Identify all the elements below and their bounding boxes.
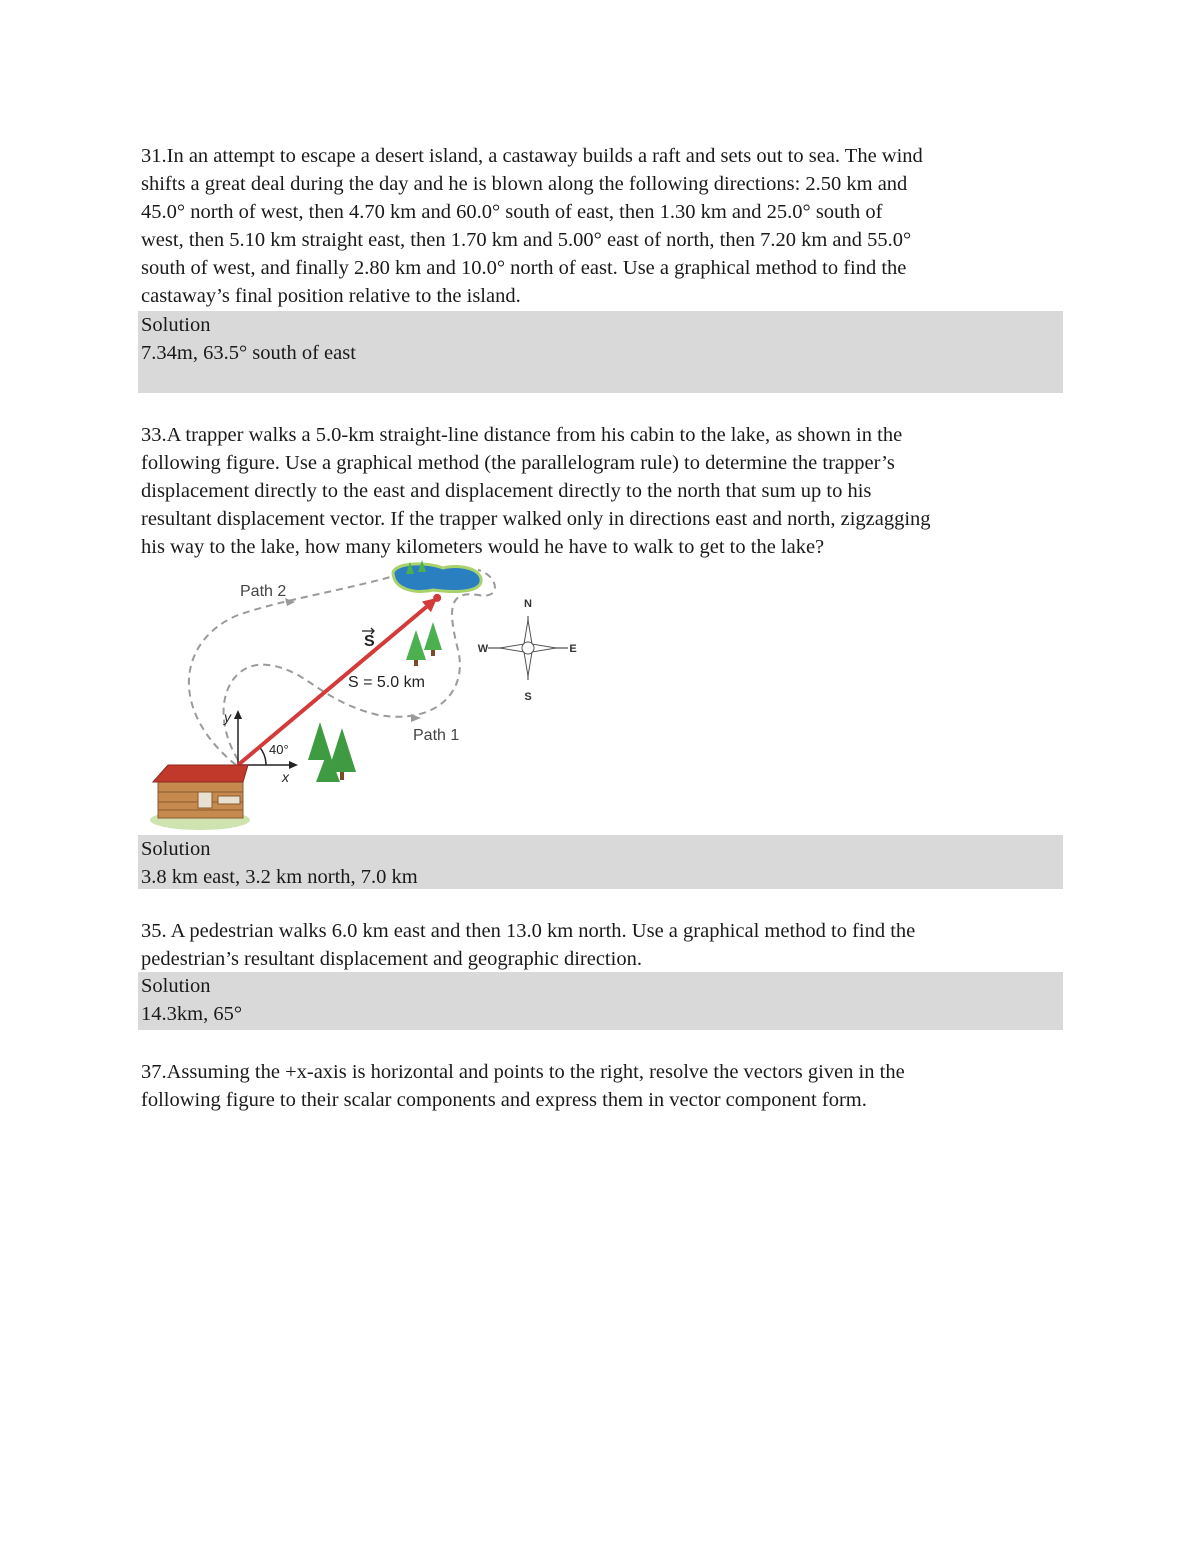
question-33-line: displacement directly to the east and displacement directly to the north that sum up to his [141, 480, 872, 502]
question-37-line: following figure to their scalar components and express them in vector component form. [141, 1089, 867, 1111]
lake-endpoint-dot [433, 594, 441, 602]
solution-label: Solution [141, 838, 211, 860]
solution-answer: 14.3km, 65° [141, 1003, 243, 1025]
vector-symbol-label: S [364, 633, 375, 650]
question-31-line: south of west, and finally 2.80 km and 10.0° north of east. Use a graphical method to find the [141, 257, 907, 279]
question-35 [141, 917, 1063, 973]
solution-answer: 3.8 km east, 3.2 km north, 7.0 km [141, 866, 418, 888]
angle-label: 40° [269, 742, 289, 757]
question-35-line: pedestrian’s resultant displacement and geographic direction. [141, 948, 642, 970]
question-31-line: west, then 5.10 km straight east, then 1.70 km and 5.00° east of north, then 7.20 km and 55.0° [141, 229, 912, 251]
compass-west-label: W [477, 643, 489, 655]
trapper-figure [148, 560, 588, 834]
question-33 [141, 421, 1063, 561]
angle-arc [259, 747, 266, 765]
question-33-line: 33.A trapper walks a 5.0-km straight-line distance from his cabin to the lake, as shown in the [141, 424, 903, 446]
question-33-line: following figure. Use a graphical method (the parallelogram rule) to determine the trapper’s [141, 452, 895, 474]
compass-north-label: N [524, 598, 532, 610]
solution-answer: 7.34m, 63.5° south of east [141, 342, 356, 364]
vector-magnitude-label: S = 5.0 km [348, 674, 425, 691]
lake-icon [393, 564, 481, 592]
question-33-line: resultant displacement vector. If the trapper walked only in directions east and north, zigzagging [141, 508, 931, 530]
solution-label: Solution [141, 314, 211, 336]
tree-cluster-icon [406, 622, 442, 666]
compass-rose-icon [488, 616, 568, 680]
cabin-icon [150, 765, 250, 830]
compass-south-label: S [524, 691, 532, 703]
compass-east-label: E [569, 643, 577, 655]
solution-35 [138, 972, 1063, 1030]
question-31-line: 45.0° north of west, then 4.70 km and 60.0° south of east, then 1.30 km and 25.0° south of [141, 201, 883, 223]
path-1-arrowhead [411, 714, 421, 722]
question-35-line: 35. A pedestrian walks 6.0 km east and then 13.0 km north. Use a graphical method to find the [141, 920, 916, 942]
question-31-line: shifts a great deal during the day and he is blown along the following directions: 2.50 km and [141, 173, 908, 195]
tree-cluster-icon [308, 722, 356, 782]
path-1-label: Path 1 [413, 727, 460, 744]
solution-33 [138, 835, 1063, 889]
x-axis-label: x [282, 769, 289, 785]
solution-31 [138, 311, 1063, 393]
question-31 [141, 142, 1063, 310]
solution-label: Solution [141, 975, 211, 997]
question-31-line: 31.In an attempt to escape a desert island, a castaway builds a raft and sets out to sea. The wind [141, 145, 923, 167]
path-2-curve [189, 572, 408, 765]
question-33-line: his way to the lake, how many kilometers would he have to walk to get to the lake? [141, 536, 825, 558]
y-axis-label: y [224, 709, 231, 725]
y-axis-arrowhead [234, 710, 242, 719]
question-37 [141, 1058, 1063, 1114]
question-37-line: 37.Assuming the +x-axis is horizontal and points to the right, resolve the vectors given in the [141, 1061, 905, 1083]
x-axis-arrowhead [289, 761, 298, 769]
question-31-line: castaway’s final position relative to the island. [141, 285, 521, 307]
path-2-label: Path 2 [240, 583, 287, 600]
